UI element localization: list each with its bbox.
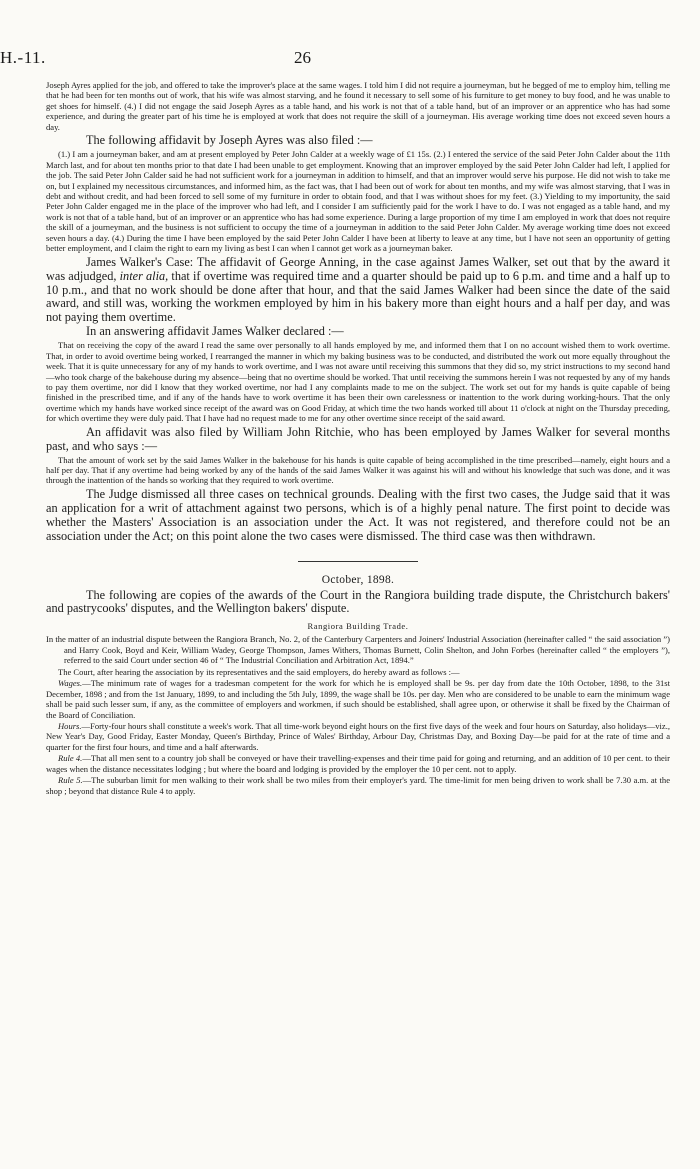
document-body xyxy=(46,80,670,796)
page-number: 26 xyxy=(294,48,311,67)
walker-case-text-b: that if overtime was required time and a quarter should be paid up to 6 p.m. and time and a half up to 10 p.m., and that no work should be done after that hour, and that the said James Walker had been since the date of the said award, and still was, working the workmen employed by him in his bakery more than eight hours and a half per day, and was not paying them overtime. xyxy=(46,268,671,325)
heading-rangiora-building-trade: Rangiora Building Trade. xyxy=(307,621,409,632)
rule4-text: —That all men sent to a country job shall be conveyed or have their travelling-expenses and their time paid for going and returning, and an addition of 10 per cent. to their wages when the distance necessitates lodging ; but where the board and lodging is provided by the employer the 10 per cent. not to apply. xyxy=(46,753,670,774)
paragraph-industrial-dispute-matter: In the matter of an industrial dispute between the Rangiora Branch, No. 2, of the Canterbury Carpenters and Joiners' Industrial Association (hereinafter called “ the said association ”) and Harry Cook, Boyd and Keir, William Wadey, George Thompson, James Withers, Thomas Burnett, Colin Shelton, and John Forbes (hereinafter called “ the employers ”), referred to the said Court under section 46 of “ The Industrial Conciliation and Arbitration Act, 1894.” xyxy=(46,634,670,666)
paragraph-hours-rule xyxy=(46,721,670,752)
wages-text: —The minimum rate of wages for a tradesman competent for the work for which he is employed shall be 9s. per day from date the 10th October, 1898, to the 31st December, 1898 ; and from the 1st January, 1899, to and including the 5th July, 1899, the wage shall be 10s. per day. Men who are considered to be unable to earn the minimum wage shall be paid such lesser sum, if any, as the committee of employers and workmen, if such should be established, shall agree upon, or otherwise it shall be fixed by the Chairman of the Board of Conciliation. xyxy=(46,678,670,720)
paragraph-court-award: The Court, after hearing the association by its representatives and the said employers, do hereby award as follows :— xyxy=(58,666,460,677)
rule4-lead: Rule 4. xyxy=(58,753,83,764)
paragraph-ayres-intro: The following affidavit by Joseph Ayres was also filed :— xyxy=(86,133,373,148)
paragraph-wages-rule xyxy=(46,678,670,720)
rule5-lead: Rule 5. xyxy=(58,775,83,786)
walker-case-inter-alia: inter alia, xyxy=(119,268,169,283)
report-reference: H.-11. xyxy=(0,48,46,67)
paragraph-ayres-affidavit: (1.) I am a journeyman baker, and am at present employed by Peter John Calder at a weekly wage of £1 15s. (2.) I entered the service of the said Peter John Calder about the 11th March last, and for about ten months prior to that date I had been unable to get employment. Knowing that an improver employed by the said Peter John Calder had left, I applied for the job. The said Peter John Calder said he had not sufficient work for a journeyman in addition to himself, and that an improver would serve his purpose. He did not wish to take me on, but I explained my necessitous circumstances, and informed him, as the fact was, that I had been out of work for about ten months, and my wife was almost starving, that I was in debt and without credit, and had been forced to sell some of my furniture in order to obtain food, and that I was without shoes for my feet. (3.) Yielding to my importunity, the said Peter John Calder engaged me in the place of the improver who had left, and I consider I am sufficiently paid for the work I have to do. I was not engaged as a table hand, and my work is not that of a table hand, but of an improver or an apprentice who has had some experience. During a large proportion of my time I am employed in work that does not require the skill of a journeyman, and the business is not sufficient to occupy the time of a journeyman in addition to the said Peter John Calder. My average working time does not exceed seven hours a day. (4.) During the time I have been employed by the said Peter John Calder I have been at liberty to leave at any time, but I have not seen an opportunity of getting better employment, and I claim the right to earn my living as best I can when I cannot get work as a journeyman baker. xyxy=(46,149,670,254)
walker-case-text-a: James Walker's Case: The affidavit of George Anning, in the case against James Walker, set out that by the award it was adjudged, xyxy=(46,254,670,283)
paragraph-awards-intro: The following are copies of the awards of the Court in the Rangiora building trade dispute, the Christchurch bakers' and pastrycooks' disputes, and the Wellington bakers' dispute. xyxy=(46,587,670,616)
paragraph-walker-case xyxy=(46,256,670,326)
hours-text: —Forty-four hours shall constitute a week's work. That all time-work beyond eight hours on the first five days of the week and four hours on Saturday, also holidays—viz., New Year's Day, Good Friday, Easter Monday, Queen's Birthday, Prince of Wales' Birthday, Arbour Day, Christmas Day, and Boxing Day—be paid for at the rate of time and a quarter for the first four hours, and time and a half afterwards. xyxy=(46,721,670,752)
paragraph-calder-affidavit-end: Joseph Ayres applied for the job, and offered to take the improver's place at the same wages. I told him I did not require a journeyman, but he begged of me to employ him, telling me that he had been for ten months out of work, that his wife was almost starving, and he found it necessary to sell some of his furniture to get money to buy food, and he was unable to get shoes for himself. (4.) I did not engage the said Joseph Ayres as a table hand, and his work is not that of a table hand, but of an improver or an apprentice who has had some experience, and during the greater part of his time he is employed at work that does not require the skill of a journeyman. His average working time does not exceed seven hours a day. xyxy=(46,80,670,132)
paragraph-rule-5 xyxy=(46,775,670,796)
hours-lead: Hours. xyxy=(58,721,82,731)
paragraph-walker-affidavit: That on receiving the copy of the award I read the same over personally to all hands employed by me, and informed them that I on no account wished them to work overtime. That, in order to avoid overtime being worked, I rearranged the manner in which my baking business was to be conducted, and distributed the work out more equally throughout the week. That it is quite unnecessary for any of my hands to work overtime, and I was not aware until receiving this summons that they did so, my strict instructions to my second hand—who took charge of the bakehouse during my absence—being that no overtime should be worked. That until receiving the summons herein I was not requested by any of my hands to pay them overtime, nor did I know that they worked overtime, nor had I any complaints made to me on the subject. The work set out for my hands is quite capable of being finished in the prescribed time, and if any of the hands have to work overtime it has been their own carelessness or inattention to the work during working-hours. That the only overtime which my hands have worked since receipt of the award was on Good Friday, at which time the two hands worked till about 11 o'clock at night on the Thursday preceding, for which overtime they were duly paid. That I have had no request made to me for any other overtime since receipt of the said award. xyxy=(46,340,670,424)
paragraph-rule-4 xyxy=(46,753,670,774)
rule5-text: —The suburban limit for men walking to their work shall be two miles from their employer's yard. The time-limit for men being driven to work shall be 7.30 a.m. at the shop ; beyond that distance Rule 4 to apply. xyxy=(46,775,670,796)
section-date: October, 1898. xyxy=(321,573,395,586)
section-divider xyxy=(298,561,418,562)
wages-lead: Wages. xyxy=(58,678,83,689)
paragraph-walker-declared: In an answering affidavit James Walker declared :— xyxy=(86,324,344,339)
paragraph-ritchie-affidavit: That the amount of work set by the said James Walker in the bakehouse for his hands is quite capable of being accomplished in the time prescribed—namely, eight hours and a half per day. That if any overtime had being worked by any of the hands of the said James Walker it was against his will and without his knowledge that such was done, and it was through the inattention of the hands so working that they required to work overtime. xyxy=(46,454,670,486)
paragraph-judge-decision: The Judge dismissed all three cases on technical grounds. Dealing with the first two cases, the Judge said that it was an application for a writ of attachment against two persons, which is of a highly penal nature. The first point to decide was whether the Masters' Association is an association under the Act. It was not registered, and therefore could not be an association under the Act; on this point alone the two cases were dismissed. The third case was then withdrawn. xyxy=(46,486,670,543)
paragraph-ritchie-intro: An affidavit was also filed by William John Ritchie, who has been employed by James Walker for several months past, and who says :— xyxy=(46,424,670,453)
